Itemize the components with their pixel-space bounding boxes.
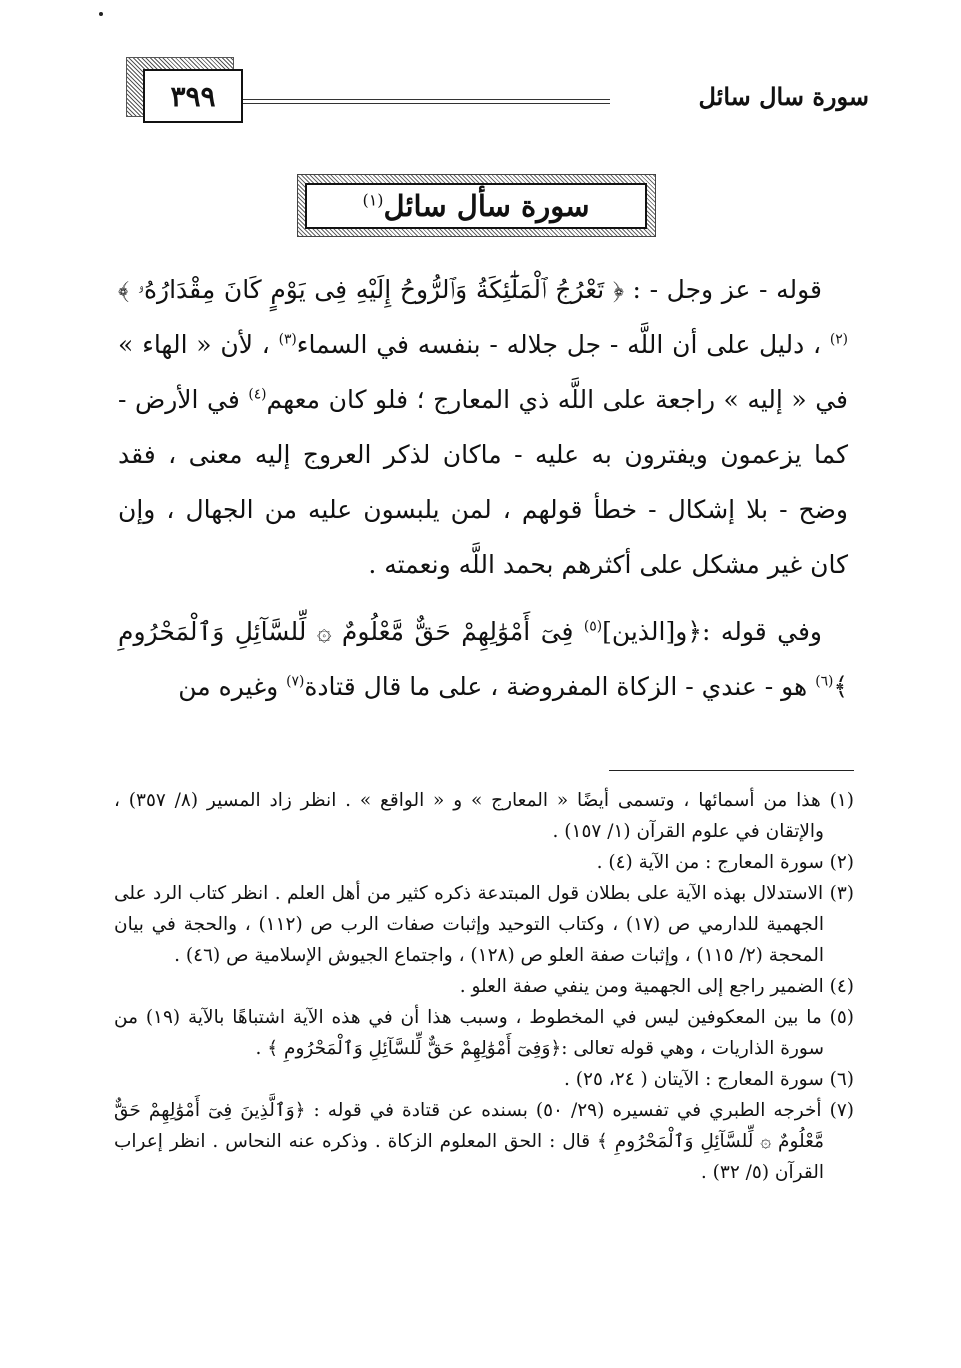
page-number: ٣٩٩ bbox=[170, 79, 216, 113]
header-rule-second bbox=[243, 103, 610, 104]
stray-dot bbox=[99, 12, 103, 16]
header-rule bbox=[243, 99, 610, 100]
footnote-ref: (٣) bbox=[278, 331, 297, 348]
footnote-7: (٧) أخرجه الطبري في تفسيره (٢٩/ ٥٠) بسنده عن قتادة في قوله : ﴿وَٱلَّذِينَ فِىٓ أَمْوَٰلِهِمْ حَقٌّ مَّعْلُومٌ ۞ لِّلسَّآئِلِ وَٱلْمَحْرُومِ ﴾ قال : الحق المعلوم الزكاة . وذكره عنه النحاس . انظر إعراب القرآن (٥/ ٣٢) . bbox=[114, 1100, 854, 1183]
footnote-ref: (٤) bbox=[248, 386, 267, 403]
running-header-title: سورة سال سائل bbox=[698, 82, 869, 111]
footnotes bbox=[114, 785, 854, 1188]
surah-title: سورة سأل سائل$^{(١)}$ bbox=[362, 189, 590, 223]
footnote-ref: (٧) bbox=[286, 673, 305, 690]
footnote-5: (٥) ما بين المعكوفين ليس في المخطوط ، وسبب هذا أن في هذه الآية اشتباهًا بالآية (١٩) من سورة الذاريات ، وهي قوله تعالى :﴿وَفِىٓ أَمْوَٰلِهِمْ حَقٌّ لِّلسَّآئِلِ وَٱلْمَحْرُومِ ﴾ . bbox=[114, 1007, 855, 1059]
surah-title-box bbox=[305, 183, 647, 229]
footnote-ref: (١) bbox=[362, 190, 384, 210]
footnote-ref: (٦) bbox=[815, 673, 834, 690]
paragraph: وفي قوله :﴿و[الذين]$^{(٥)}$ فِىٓ أَمْوَٰلِهِمْ حَقٌّ مَّعْلُومٌ ۞ لِّلسَّآئِلِ وَٱلْمَحْرُومِ ﴾$^{(٦)}$ هو - عندي - الزكاة المفروضة ، على ما قال قتادة$^{(٧)}$ وغيره من bbox=[118, 617, 848, 701]
footnote-separator bbox=[609, 770, 854, 771]
footnote-4: (٤) الضمير راجع إلى الجهمية ومن ينفي صفة العلو . bbox=[459, 976, 854, 997]
footnote-1: (١) هذا من أسمائها ، وتسمى أيضًا « المعارج » و « الواقع » . انظر زاد المسير (٨/ ٣٥٧) ، والإتقان في علوم القرآن (١/ ١٥٧) . bbox=[114, 790, 854, 842]
footnote-6: (٦) سورة المعارج : الآيتان ( ٢٤، ٢٥) . bbox=[564, 1069, 854, 1090]
footnote-ref: (٢) bbox=[829, 331, 848, 348]
main-text bbox=[118, 262, 848, 714]
page-number-box bbox=[143, 69, 243, 123]
footnote-ref: (٥) bbox=[583, 618, 603, 635]
footnote-2: (٢) سورة المعارج : من الآية (٤) . bbox=[596, 852, 854, 873]
paragraph: قوله - عز وجل - : ﴿ تَعْرُجُ ٱلْمَلَٰٓئِكَةُ وَٱلرُّوحُ إِلَيْهِ فِى يَوْمٍ كَانَ مِقْدَارُهُۥ ﴾$^{(٢)}$ ، دليل على أن اللَّه - جل جلاله - بنفسه في السماء$^{(٣)}$ ، لأن « الهاء » في « إليه » راجعة على اللَّه ذي المعارج ؛ فلو كان معهم$^{(٤)}$ في الأرض - كما يزعمون ويفترون به عليه - ماكان لذكر العروج إليه معنى ، فقد وضح - بلا إشكال - خطأ قولهم ، لمن يلبسون عليه من الجهال ، وإن كان غير مشكل على أكثرهم بحمد اللَّه ونعمته . bbox=[118, 275, 848, 579]
footnote-3: (٣) الاستدلال بهذه الآية على بطلان قول المبتدعة ذكره كثير من أهل العلم . انظر كتاب الرد على الجهمية للدارمي ص (١٧) ، وكتاب التوحيد وإثبات صفات الرب ص (١١٢) ، والحجة في بيان المحجة (٢/ ١١٥) ، وإثبات صفة العلو ص (١٢٨) ، واجتماع الجيوش الإسلامية ص (٤٦) . bbox=[114, 883, 854, 966]
